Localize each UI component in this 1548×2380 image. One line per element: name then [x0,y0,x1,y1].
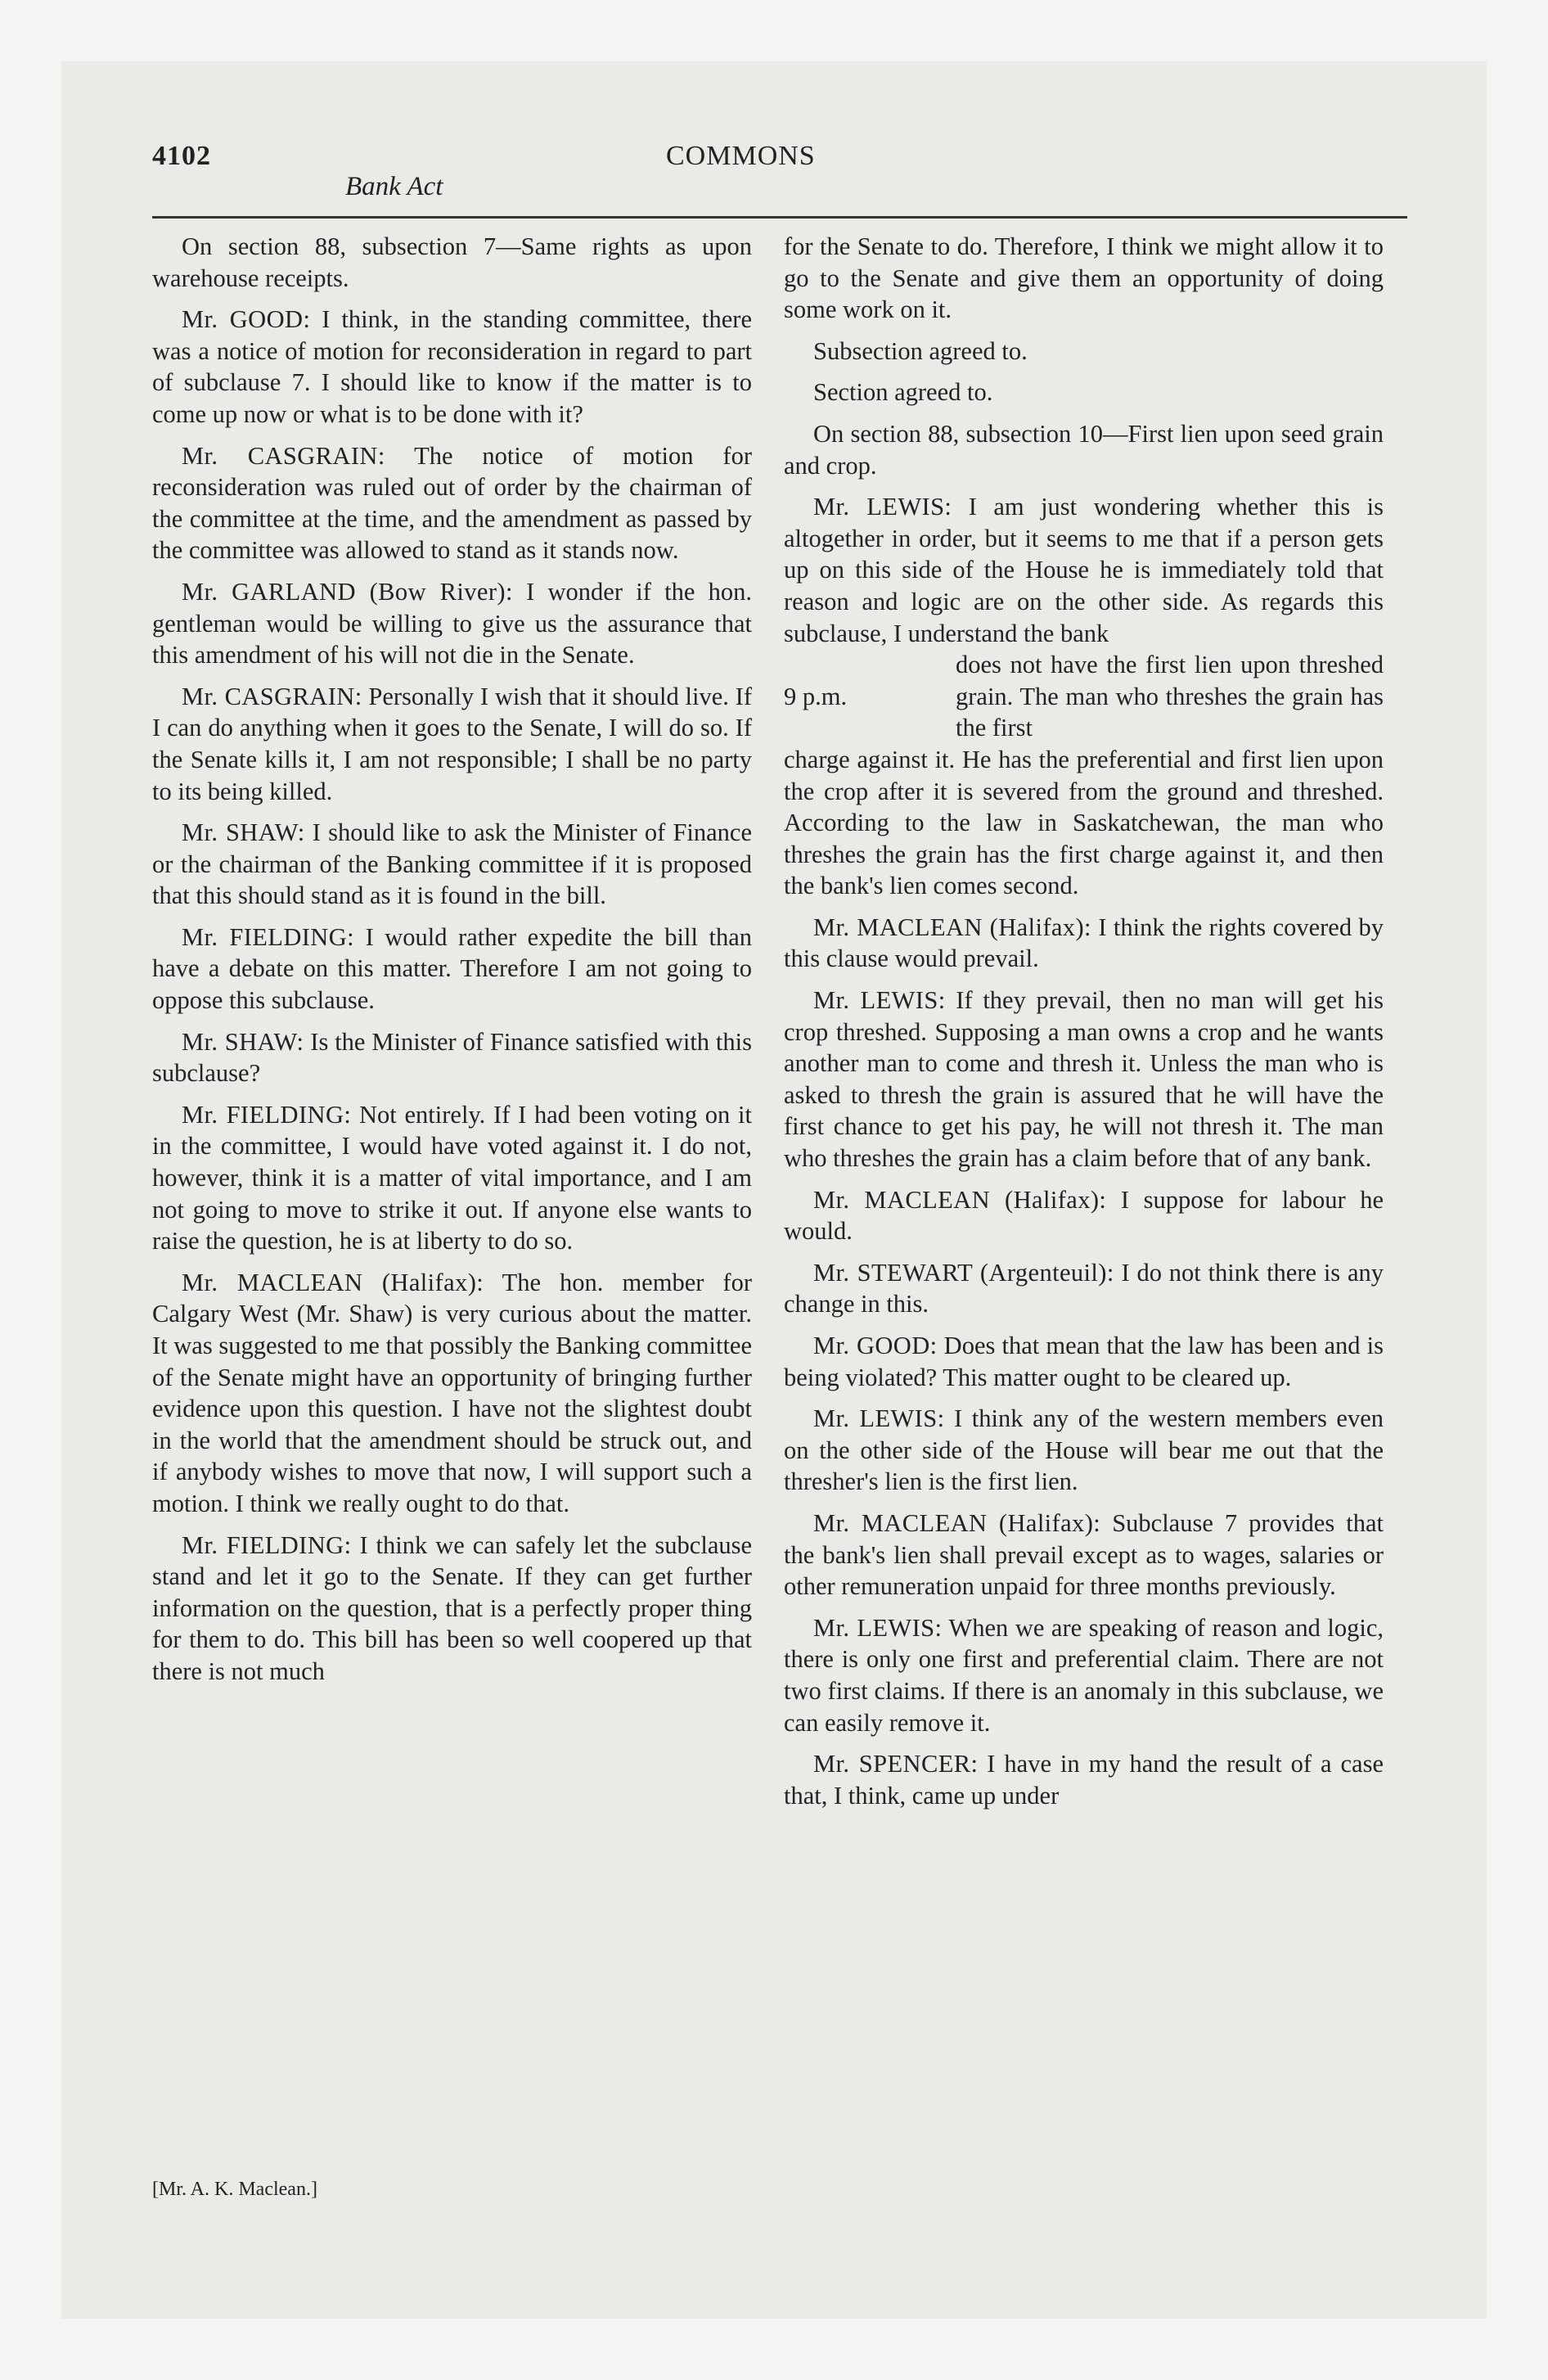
page-number: 4102 [152,141,211,171]
speech-text: Subclause 7 provides that the bank's lien shall prevail except as to wages, salaries or other remuneration unpaid for three months previously. [784,1508,1384,1601]
speech [152,681,752,807]
running-head: Bank Act [345,172,443,201]
left-column [152,231,752,1697]
speaker-name: Mr. CASGRAIN: [182,441,385,470]
speaker-name: Mr. MACLEAN (Halifax): [813,913,1091,941]
speech [784,491,1384,649]
footer-attribution: [Mr. A. K. Maclean.] [152,2179,317,2200]
speech-text: I do not think there is any change in this. [784,1258,1384,1318]
speaker-name: Mr. FIELDING: [182,1100,352,1129]
speech [784,1330,1384,1393]
time-note [784,649,1384,744]
speech [152,817,752,912]
speaker-name: Mr. CASGRAIN: [182,682,362,710]
speech [784,985,1384,1174]
paragraph: On section 88, subsection 7—Same rights as upon warehouse receipts. [152,232,752,292]
speech-text: I suppose for labour he would. [784,1185,1384,1246]
right-column [784,231,1384,1821]
speech [784,1403,1384,1498]
speech-text: Is the Minister of Finance satisfied with this subclause? [152,1027,753,1088]
speech-text: If they prevail, then no man will get his crop threshed. Supposing a man owns a crop and he wants another man to come and thresh it. Unless the man who is asked to thresh the grain is assured that he will have the first chance to get his pay, he will not thresh it. The man who threshes the grain has a claim before that of any bank. [784,986,1384,1173]
paragraph: Subsection agreed to. [813,336,1028,365]
paragraph-continued: charge against it. He has the preferential and first lien upon the crop after it is severed from the ground and threshed. According to the law in Saskatchewan, the man who threshes the grain has the first charge against it, and then the bank's lien comes second. [784,745,1384,900]
speech-text: Personally I wish that it should live. If I can do anything when it goes to the Senate, I will do so. If the Senate kills it, I am not responsible; I shall be no party to its being killed. [152,682,752,805]
speech-text: Does that mean that the law has been and is being violated? This matter ought to be cleared up. [784,1332,1384,1391]
speech [152,1099,752,1257]
speech-text: I wonder if the hon. gentleman would be willing to give us the assurance that this amendment of his will not die in the Senate. [152,577,752,669]
speech [152,1530,752,1688]
speech [152,440,752,566]
speech [784,1257,1384,1320]
speech [152,576,752,671]
speech-text: When we are speaking of reason and logic, there is only one first and preferential claim. There are not two first claims. If there is an anomaly in this subclause, we can easily remove it. [784,1613,1384,1737]
time-stamp: 9 p.m. [784,682,848,710]
speech [152,304,752,430]
speaker-name: Mr. FIELDING: [182,922,355,951]
speech-text: I think any of the western members even on the other side of the House will bear me out that the thresher's lien is the first lien. [784,1404,1384,1496]
speech [152,922,752,1016]
speech [784,1508,1384,1602]
speaker-name: Mr. GOOD: [182,305,311,334]
speech-text: I am just wondering whether this is altogether in order, but it seems to me that if a person gets up on this side of the House he is immediately told that reason and logic are on the other side. As regards this subclause, I understand the bank [784,493,1384,647]
speaker-name: Mr. SHAW: [182,1027,304,1056]
speech-text: I think the rights covered by this clause would prevail. [784,913,1384,973]
speaker-name: Mr. LEWIS: [813,493,952,521]
paragraph: Section agreed to. [813,378,993,407]
speech-text: I would rather expedite the bill than have a debate on this matter. Therefore I am not going to oppose this subclause. [152,922,753,1015]
speech-text: I should like to ask the Minister of Finance or the chairman of the Banking committee if it is proposed that this should stand as it is found in the bill. [152,818,753,910]
speaker-name: Mr. FIELDING: [182,1530,352,1559]
header-rule [152,216,1407,219]
speaker-name: Mr. GOOD: [813,1332,938,1359]
speech [784,1184,1384,1247]
speech-text: I think, in the standing committee, there was a notice of motion for reconsideration in regard to part of subclause 7. I should like to know if the matter is to come up now or what is to be done with it? [152,305,753,428]
speaker-name: Mr. LEWIS: [813,1404,945,1433]
speech-text: does not have the first lien upon threshed grain. The man who threshes the grain has the first [956,651,1384,742]
speech-text: I have in my hand the result of a case that, I think, came up under [784,1750,1384,1810]
page-header-title: COMMONS [666,141,816,171]
speaker-name: Mr. MACLEAN (Halifax): [182,1268,484,1296]
speaker-name: Mr. MACLEAN (Halifax): [813,1508,1101,1537]
paragraph-continued: for the Senate to do. Therefore, I think we might allow it to go to the Senate and give them an opportunity of doing some work on it. [784,232,1384,324]
speech [152,1026,752,1089]
speech-text: I think we can safely let the subclause stand and let it go to the Senate. If they can get further information on the question, that is a perfectly proper thing for them to do. This bill has been so well coopered up that there is not much [152,1530,753,1685]
speaker-name: Mr. GARLAND (Bow River): [182,577,513,606]
speaker-name: Mr. LEWIS: [813,986,946,1015]
speech-text: The notice of motion for reconsideration was ruled out of order by the chairman of the committee at the time, and the amendment as passed by the committee was allowed to stand as it stands now. [152,441,752,565]
paragraph: On section 88, subsection 10—First lien upon seed grain and crop. [784,419,1384,480]
speech [784,912,1384,975]
speech-text: The hon. member for Calgary West (Mr. Shaw) is very curious about the matter. It was suggested to me that possibly the Banking committee of the Senate might have an opportunity of bringing further evidence upon this question. I have not the slightest doubt in the world that the amendment should be struck out, and if anybody wishes to move that now, I will support such a motion. I think we really ought to do that. [152,1268,752,1517]
speaker-name: Mr. SHAW: [182,818,305,847]
speech [784,1748,1384,1811]
speech [784,1612,1384,1738]
speech [152,1267,752,1520]
speaker-name: Mr. LEWIS: [813,1613,943,1642]
speaker-name: Mr. SPENCER: [813,1750,979,1778]
speaker-name: Mr. MACLEAN (Halifax): [813,1185,1107,1214]
speech-text: Not entirely. If I had been voting on it in the committee, I would have voted against it. I do not, however, think it is a matter of vital importance, and I am not going to move to strike it out. If anyone else wants to raise the question, he is at liberty to do so. [152,1100,753,1255]
speaker-name: Mr. STEWART (Argenteuil): [813,1258,1114,1287]
